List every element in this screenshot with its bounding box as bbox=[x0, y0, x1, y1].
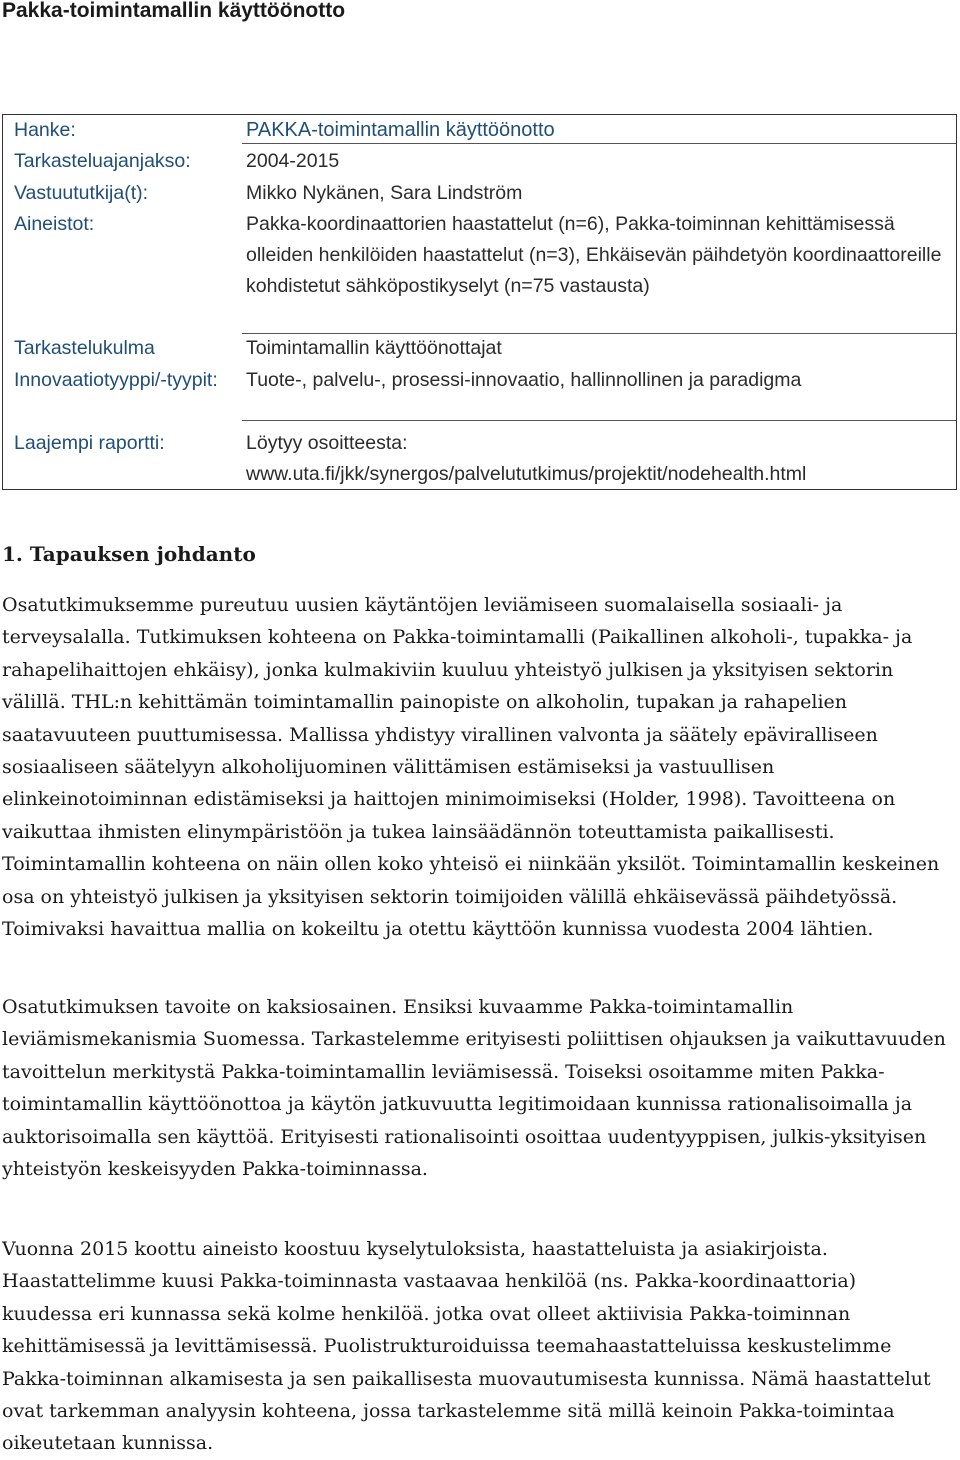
value-researchers: Mikko Nykänen, Sara Lindström bbox=[246, 182, 523, 204]
label-researchers: Vastuututkija(t): bbox=[14, 182, 149, 204]
paragraph-data: Vuonna 2015 koottu aineisto koostuu kyselytuloksista, haastatteluista ja asiakirjoista. Haastattelimme kuusi Pakka-toiminnasta vastaavaa henkilöä (ns. Pakka-koordinaattoria) kuudessa eri kunnassa sekä kolme henkilöä. jotka ovat olleet aktiivisia Pakka-toiminnan kehittämisessä ja levittämisessä. Puolistrukturoiduissa teemahaastatteluissa keskustelimme Pakka-toiminnan alkamisesta ja sen paikallisesta muovautumisesta kunnissa. Nämä haastattelut ovat tarkemman analyysin kohteena, jossa tarkastelemme sitä millä keinoin Pakka-toimintaa oikeutetaan kunnissa. bbox=[2, 1238, 931, 1455]
label-period: Tarkasteluajanjakso: bbox=[14, 150, 191, 172]
value-perspective: Toimintamallin käyttöönottajat bbox=[246, 337, 502, 359]
row-divider bbox=[242, 420, 956, 421]
value-innovation-type: Tuote-, palvelu-, prosessi-innovaatio, hallinnollinen ja paradigma bbox=[246, 369, 802, 391]
paragraph-intro: Osatutkimuksemme pureutuu uusien käytäntöjen leviämiseen suomalaisella sosiaali- ja terveysalalla. Tutkimuksen kohteena on Pakka-toimintamalli (Paikallinen alkoholi-, tupakka- ja rahapelihaittojen ehkäisy), jonka kulmakiviin kuuluu yhteistyö julkisen ja yksityisen sektorin välillä. THL:n kehittämän toimintamallin painopiste on alkoholin, tupakan ja rahapelien saatavuuteen puuttumisessa. Mallissa yhdistyy virallinen valvonta ja säätely epäviralliseen sosiaaliseen säätelyyn alkoholijuominen välittämisen estämiseksi ja vastuullisen elinkeinotoiminnan edistämiseksi ja haittojen minimoimiseksi (Holder, 1998). Tavoitteena on vaikuttaa ihmisten elinympäristöön ja tukea lainsäädännön toteuttamista paikallisesti. Toimintamallin kohteena on näin ollen koko yhteisö ei niinkään yksilöt. Toimintamallin keskeinen osa on yhteistyö julkisen ja yksityisen sektorin toimijoiden välillä ehkäisevässä päihdetyössä. Toimivaksi havaittua mallia on kokeiltu ja otettu käyttöön kunnissa vuodesta 2004 lähtien. bbox=[2, 594, 940, 941]
section-heading: 1. Tapauksen johdanto bbox=[2, 542, 256, 566]
label-materials: Aineistot: bbox=[14, 213, 95, 235]
project-info-table bbox=[2, 114, 957, 490]
label-innovation-type: Innovaatiotyyppi/-tyypit: bbox=[14, 369, 218, 391]
document-title: Pakka-toimintamallin käyttöönotto bbox=[2, 0, 346, 22]
label-project: Hanke: bbox=[14, 119, 76, 141]
value-period: 2004-2015 bbox=[246, 150, 340, 172]
value-full-report: Löytyy osoitteesta: www.uta.fi/jkk/synergos/palvelututkimus/projektit/nodehealth.html bbox=[246, 432, 807, 485]
label-full-report: Laajempi raportti: bbox=[14, 432, 165, 454]
label-perspective: Tarkastelukulma bbox=[14, 337, 155, 359]
value-project: PAKKA-toimintamallin käyttöönotto bbox=[246, 119, 555, 141]
paragraph-goals: Osatutkimuksen tavoite on kaksiosainen. Ensiksi kuvaamme Pakka-toimintamallin leviämismekanismia Suomessa. Tarkastelemme erityisesti poliittisen ohjauksen ja vaikuttavuuden tavoittelun merkitystä Pakka-toimintamallin leviämisessä. Toiseksi osoitamme miten Pakka-toimintamallin käyttöönottoa ja käytön jatkuvuutta legitimoidaan kunnissa rationalisoimalla ja auktorisoimalla sen käyttöä. Erityisesti rationalisointi osoittaa uudentyyppisen, julkis-yksityisen yhteistyön keskeisyyden Pakka-toiminnassa. bbox=[2, 996, 946, 1181]
value-materials: Pakka-koordinaattorien haastattelut (n=6), Pakka-toiminnan kehittämisessä olleiden henkilöiden haastattelut (n=3), Ehkäisevän päihdetyön koordinaattoreille kohdistetut sähköpostikyselyt (n=75 vastausta) bbox=[246, 213, 942, 297]
